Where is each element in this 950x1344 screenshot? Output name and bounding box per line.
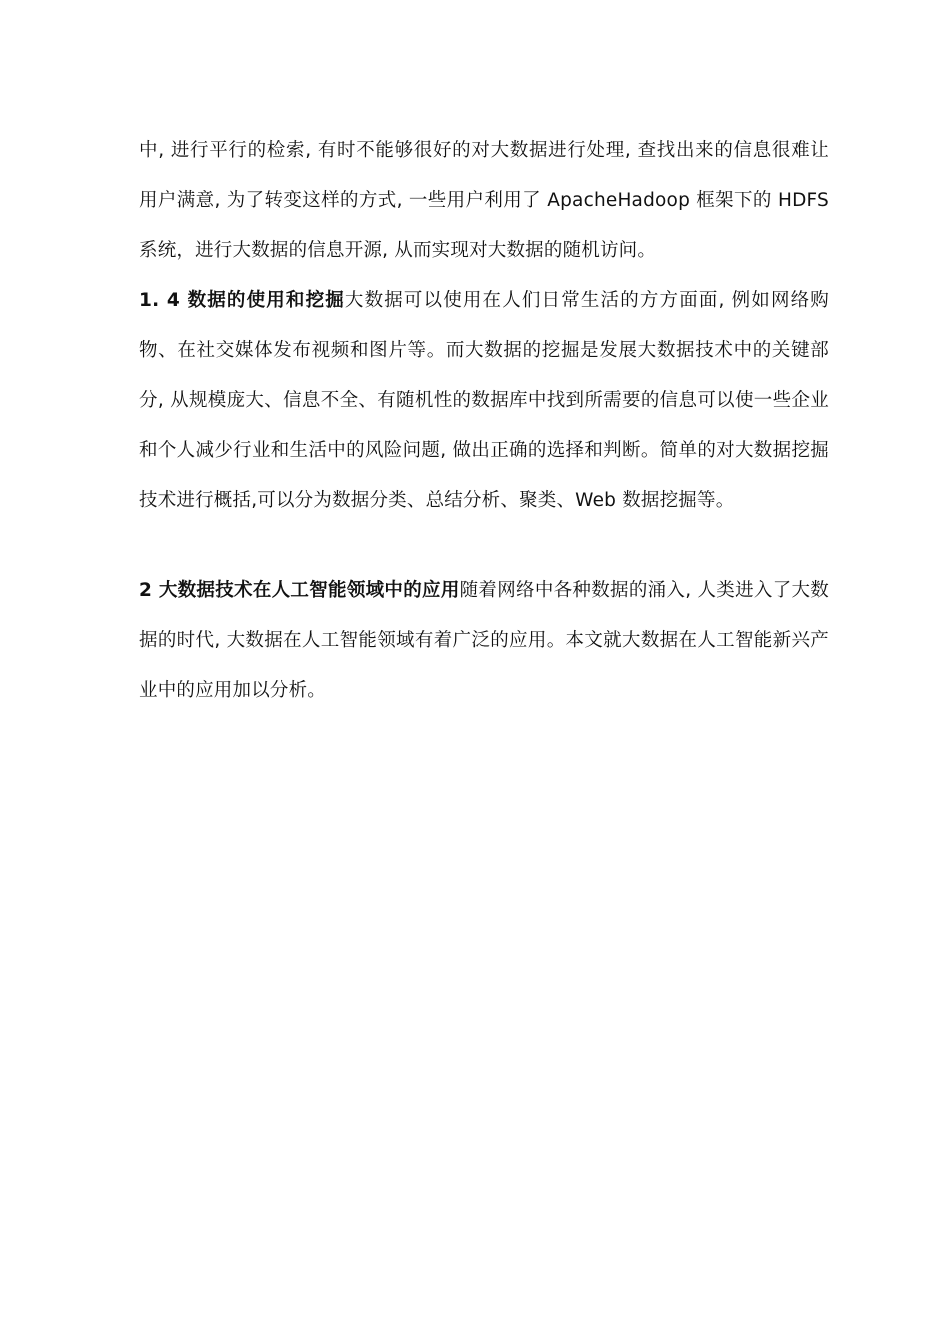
- paragraph-text: 随着网络中各种数据的涌入, 人类进入了大数据的时代, 大数据在人工智能领域有着广泛的应用。本文就大数据在人工智能新兴产业中的应用加以分析。: [139, 580, 829, 701]
- section-heading-2: 2 大数据技术在人工智能领域中的应用: [139, 580, 460, 601]
- paragraph-text: 大数据可以使用在人们日常生活的方方面面, 例如网络购物、在社交媒体发布视频和图片等。而大数据的挖掘是发展大数据技术中的关键部分, 从规模庞大、信息不全、有随机性的数据库中找到所需要的信息可以使一些企业和个人减少行业和生活中的风险问题, 做出正确的选择和判断。简单的对大数据挖掘技术进行概括,可以分为数据分类、总结分析、聚类、Web 数据挖掘等。: [139, 290, 829, 511]
- section-heading-1-4: 1. 4 数据的使用和挖掘: [139, 290, 345, 311]
- paragraph-ai-application: [139, 566, 829, 716]
- paragraph-spacer: [139, 526, 829, 566]
- paragraph-text: 中, 进行平行的检索, 有时不能够很好的对大数据进行处理, 查找出来的信息很难让用户满意, 为了转变这样的方式, 一些用户利用了 ApacheHadoop 框架下的 HDFS 系统，进行大数据的信息开源, 从而实现对大数据的随机访问。: [139, 140, 829, 261]
- paragraph-hdfs: [139, 126, 829, 276]
- paragraph-data-mining: [139, 276, 829, 526]
- document-body: [139, 126, 829, 716]
